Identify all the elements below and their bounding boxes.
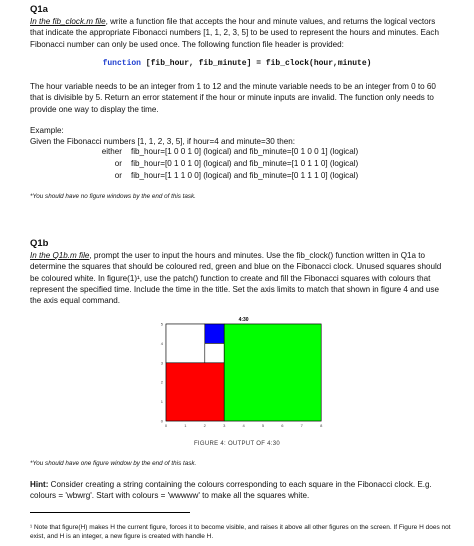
fib-square-1 [166,324,205,363]
y-tick-label: 1 [160,399,163,405]
code-keyword: function [102,59,141,68]
q1b-paragraph [30,250,450,306]
option-3-lead: or [114,171,122,180]
y-tick-label: 5 [160,321,163,327]
y-tick-label: 0 [160,418,163,424]
y-tick-label: 2 [160,379,163,385]
fib-square-4 [166,363,224,421]
fib-square-5 [224,324,321,421]
q1a-file-link: In the fib_clock.m file [30,17,106,26]
q1b-heading: Q1b [30,238,49,249]
q1b-file-link: In the Q1b.m file [30,251,90,260]
q1b-note: *You should have one figure window by the end of this task. [30,460,197,467]
option-3-text: fib_hour=[1 1 1 0 0] (logical) and fib_minute=[0 1 1 1 0] (logical) [131,171,359,180]
option-1-lead: either [101,147,122,156]
hint-label: Hint: [30,480,49,489]
x-tick-label: 8 [320,423,323,428]
example-intro: Given the Fibonacci numbers [1, 1, 2, 3, 5], if hour=4 and minute=30 then: [30,137,296,146]
function-header-code [0,59,474,68]
hint-text: Consider creating a string containing the colours corresponding to each square in the Fibonacci clock. E.g. colours = 'wbwrg'. Start with colours = 'wwwww' to make all the squares white. [30,480,432,501]
q1b-text: , prompt the user to input the hours and minutes. Use the fib_clock() function written in Q1a to determine the squares that should be coloured red, green and blue on the Fibonacci clock. Unused squares should be coloured white. In figure(1)¹, use the patch() function to create and fill the Fibonacci squares with colours that represent the specified time. Include the time in the title. Set the axis limits to match that shown in figure 4 and use the axis equal command. [30,251,442,306]
footnote: ¹ Note that figure(H) makes H the current figure, forces it to become visible, and raises it above all other figures on the screen. If Figure H does not exist, and H is an integer, a new figure is created with handle H. [30,524,451,541]
x-tick-label: 4 [242,423,245,428]
figure-caption: FIGURE 4: OUTPUT OF 4:30 [193,441,281,447]
x-tick-label: 1 [184,423,187,428]
example-label: Example: [30,126,64,135]
fib-square-2 [205,324,224,343]
q1a-note: *You should have no figure windows by the end of this task. [30,193,196,200]
option-2-text: fib_hour=[0 1 0 1 0] (logical) and fib_minute=[1 0 1 1 0] (logical) [131,159,359,168]
q1a-heading: Q1a [30,4,48,15]
q1a-intro-text: , write a function file that accepts the hour and minute values, and returns the logical vectors that indicate the appropriate Fibonacci numbers [1, 1, 2, 3, 5] to be used to represent the hours and minutes. Each Fibonacci number can only be used once. The following function file header is provided: [30,17,439,49]
code-signature: [fib_hour, fib_minute] = fib_clock(hour,minute) [140,59,372,68]
fib-square-3 [205,343,224,362]
q1a-requirements-paragraph: The hour variable needs to be an integer from 1 to 12 and the minute variable needs to be an integer from 0 to 60 that is divisible by 5. Return an error statement if the hour or minute inputs are invalid. The function only needs to provide one way to display the time. [30,82,436,114]
x-tick-label: 3 [223,423,226,428]
x-tick-label: 0 [164,423,168,428]
figure-title: 4:30 [238,317,249,323]
x-tick-label: 5 [261,423,265,428]
q1a-intro-paragraph [30,16,450,50]
y-tick-label: 3 [160,360,163,366]
hint-paragraph [30,479,450,502]
x-tick-label: 6 [281,423,284,428]
y-tick-label: 4 [160,340,163,346]
plot-area [166,324,321,421]
option-2-lead: or [114,159,122,168]
x-tick-label: 2 [203,423,206,428]
option-1-text: fib_hour=[1 0 0 1 0] (logical) and fib_minute=[0 1 0 0 1] (logical) [131,147,359,156]
footnote-divider [30,512,190,513]
x-tick-label: 7 [300,423,303,428]
